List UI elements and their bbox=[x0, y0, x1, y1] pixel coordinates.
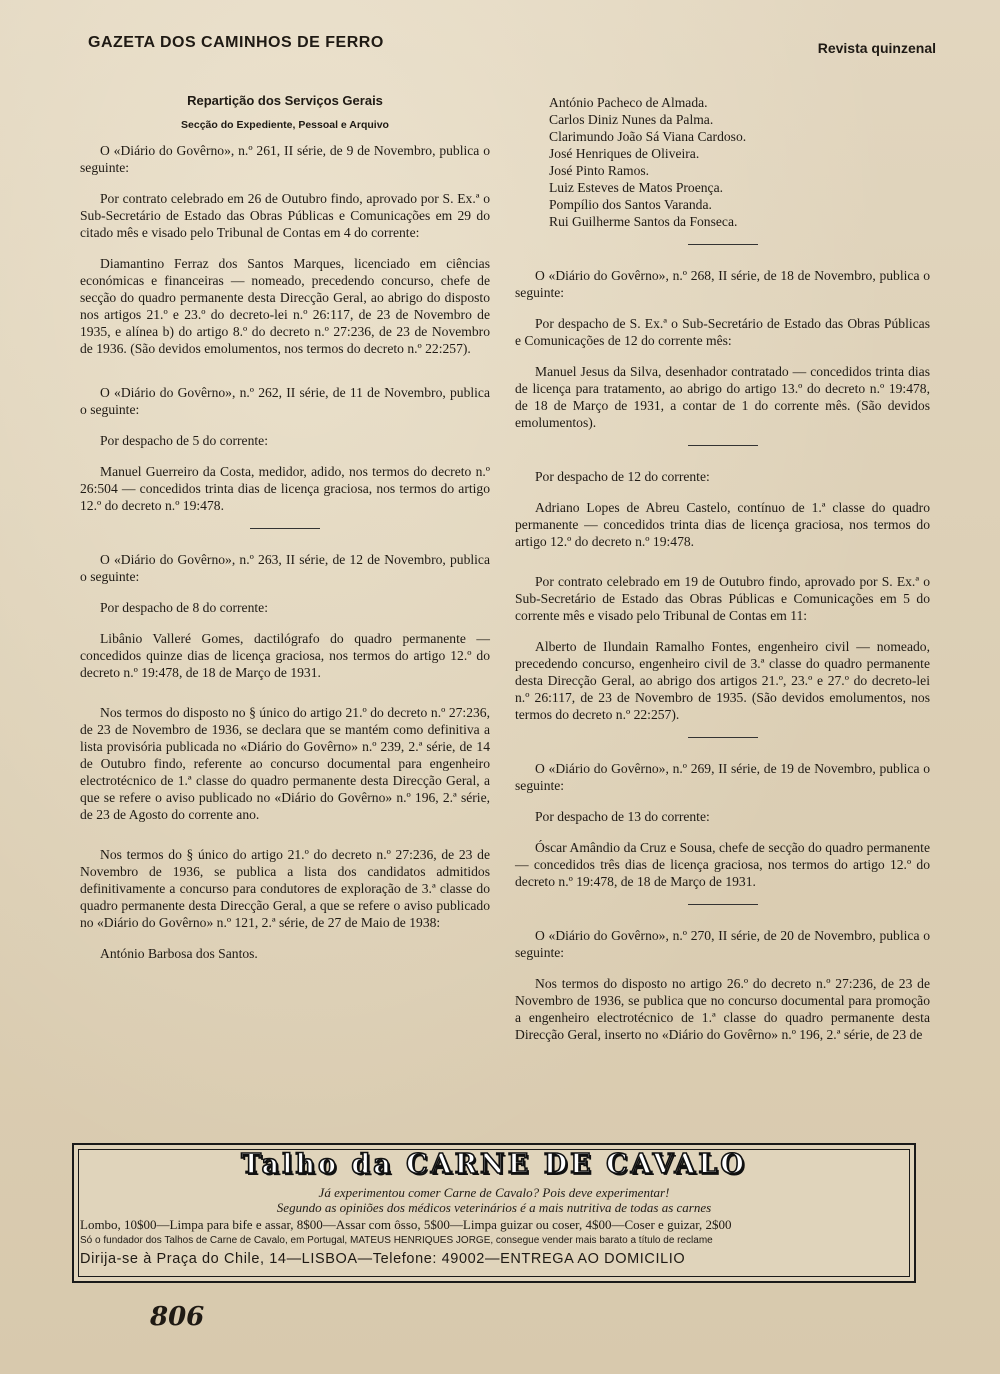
divider bbox=[688, 244, 758, 245]
section-subtitle: Secção do Expediente, Pessoal e Arquivo bbox=[181, 119, 389, 131]
candidate-list bbox=[515, 94, 930, 230]
list-item: José Pinto Ramos. bbox=[549, 163, 650, 178]
list-item: Luiz Esteves de Matos Proença. bbox=[549, 180, 724, 195]
paragraph: Por despacho de 8 do corrente: bbox=[100, 600, 268, 615]
paragraph: O «Diário do Govêrno», n.º 269, II série, de 19 de Novembro, publica o seguinte: bbox=[515, 761, 930, 793]
paragraph: Por despacho de 12 do corrente: bbox=[535, 469, 710, 484]
advertisement-title: Talho da CARNE DE CAVALO bbox=[241, 1149, 747, 1180]
paragraph: Adriano Lopes de Abreu Castelo, contínuo de 1.ª classe do quadro permanente — concedidos trinta dias de licença graciosa, nos termos do artigo 12.º do decreto n.º 19:478. bbox=[515, 500, 930, 549]
paragraph: Óscar Amândio da Cruz e Sousa, chefe de secção do quadro permanente — concedidos três dias de licença graciosa, nos termos do artigo 12.º do decreto n.º 19:478, de 18 de Março de 1931. bbox=[515, 840, 930, 889]
list-item: Rui Guilherme Santos da Fonseca. bbox=[549, 214, 738, 229]
paragraph: Por despacho de S. Ex.ª o Sub-Secretário de Estado das Obras Públicas e Comunicações de 12 do corrente mês: bbox=[515, 316, 930, 348]
paragraph: O «Diário do Govêrno», n.º 270, II série, de 20 de Novembro, publica o seguinte: bbox=[515, 928, 930, 960]
paragraph: Nos termos do disposto no artigo 26.º do decreto n.º 27:236, de 23 de Novembro de 1936, se publica que no concurso documental para promoção a engenheiro electrotécnico de 1.ª classe do quadro permanente desta Direcção Geral, inserto no «Diário do Govêrno» n.º 196, 2.ª série, de 23 de bbox=[515, 976, 930, 1042]
publication-title: GAZETA DOS CAMINHOS DE FERRO bbox=[88, 34, 384, 51]
paragraph: Libânio Valleré Gomes, dactilógrafo do quadro permanente — concedidos quinze dias de licença graciosa, nos termos do artigo 12.º do decreto n.º 19:478, de 18 de Março de 1931. bbox=[80, 631, 490, 680]
paragraph: Manuel Jesus da Silva, desenhador contratado — concedidos trinta dias de licença para tratamento, ao abrigo do artigo 13.º do decreto n.º 19:478, de 18 de Março de 1931, a contar de 1 do corrente mês. (São devidos emolumentos). bbox=[515, 364, 930, 430]
list-item: Carlos Diniz Nunes da Palma. bbox=[549, 112, 714, 127]
paragraph: Por contrato celebrado em 26 de Outubro findo, aprovado por S. Ex.ª o Sub-Secretário de Estado das Obras Públicas e Comunicações em 29 do citado mês e visado pelo Tribunal de Contas em 4 do corrente: bbox=[80, 191, 490, 240]
paragraph: Por despacho de 13 do corrente: bbox=[535, 809, 710, 824]
periodicity-label: Revista quinzenal bbox=[817, 40, 936, 56]
advertisement-prices: Lombo, 10$00—Limpa para bife e assar, 8$00—Assar com ôsso, 5$00—Limpa guizar ou coser, 4$00—Coser e guizar, 2$00 bbox=[80, 1217, 732, 1232]
paragraph: O «Diário do Govêrno», n.º 268, II série, de 18 de Novembro, publica o seguinte: bbox=[515, 268, 930, 300]
paragraph: O «Diário do Govêrno», n.º 261, II série, de 9 de Novembro, publica o seguinte: bbox=[80, 143, 490, 175]
divider bbox=[688, 737, 758, 738]
paragraph: O «Diário do Govêrno», n.º 262, II série, de 11 de Novembro, publica o seguinte: bbox=[80, 385, 490, 417]
divider bbox=[688, 904, 758, 905]
page-number: 806 bbox=[150, 1302, 205, 1332]
paragraph: O «Diário do Govêrno», n.º 263, II série, de 12 de Novembro, publica o seguinte: bbox=[80, 552, 490, 584]
list-item: José Henriques de Oliveira. bbox=[549, 146, 700, 161]
paragraph: Alberto de Ilundain Ramalho Fontes, engenheiro civil — nomeado, precedendo concurso, engenheiro civil de 3.ª classe do quadro permanente desta Direcção Geral, ao abrigo dos artigos 21.º, 23.º e 27.º do decreto-lei n.º 26:117, de 23 de Novembro de 1935. (São devidos emolumentos, nos termos do decreto n.º 22:257). bbox=[515, 639, 930, 722]
advertisement-box bbox=[72, 1143, 916, 1283]
paragraph: Nos termos do disposto no § único do artigo 21.º do decreto n.º 27:236, de 23 de Novembro de 1936, se declara que se mantém como definitiva a lista provisória publicada no «Diário do Govêrno» n.º 239, 2.ª série, de 14 de Outubro findo, referente ao concurso documental para engenheiro electrotécnico de 1.ª classe do quadro permanente desta Direcção Geral, a que se refere o aviso publicado no «Diário do Govêrno» n.º 196, 2.ª série, de 23 de Agosto do corrente ano. bbox=[80, 705, 490, 822]
paragraph: Manuel Guerreiro da Costa, medidor, adido, nos termos do decreto n.º 26:504 — concedidos trinta dias de licença graciosa, nos termos do artigo 12.º do decreto n.º 19:478. bbox=[80, 464, 490, 513]
advertisement-tagline: Já experimentou comer Carne de Cavalo? Pois deve experimentar! bbox=[318, 1185, 670, 1200]
paragraph: Por contrato celebrado em 19 de Outubro findo, aprovado por S. Ex.ª o Sub-Secretário de Estado das Obras Públicas e Comunicações em 5 do corrente mês e visado pelo Tribunal de Contas em 11: bbox=[515, 574, 930, 623]
left-column bbox=[80, 88, 490, 976]
paragraph: António Barbosa dos Santos. bbox=[100, 946, 258, 961]
list-item: Pompílio dos Santos Varanda. bbox=[549, 197, 712, 212]
advertisement-founder: Só o fundador dos Talhos de Carne de Cavalo, em Portugal, MATEUS HENRIQUES JORGE, consegue vender mais barato a título de reclame bbox=[80, 1235, 713, 1246]
divider bbox=[688, 445, 758, 446]
section-title: Repartição dos Serviços Gerais bbox=[187, 93, 383, 108]
advertisement-address: Dirija-se à Praça do Chile, 14—LISBOA—Telefone: 49002—ENTREGA AO DOMICILIO bbox=[80, 1251, 686, 1267]
paragraph: Por despacho de 5 do corrente: bbox=[100, 433, 268, 448]
paragraph: Nos termos do § único do artigo 21.º do decreto n.º 27:236, de 23 de Novembro de 1936, se publica a lista dos candidatos admitidos definitivamente a concurso para condutores de exploração de 3.ª classe do quadro permanente desta Direcção Geral, a que se refere o aviso publicado no «Diário do Govêrno» n.º 121, 2.ª série, de 27 de Maio de 1938: bbox=[80, 847, 490, 930]
divider bbox=[250, 528, 320, 529]
paragraph: Diamantino Ferraz dos Santos Marques, licenciado em ciências económicas e financeiras — nomeado, precedendo concurso, chefe de secção do quadro permanente desta Direcção Geral, ao abrigo do disposto nos artigos 21.º e 23.º do decreto-lei n.º 26:117, de 23 de Novembro de 1935, e alínea b) do artigo 8.º do decreto n.º 27:236, de 23 de Novembro de 1936. (São devidos emolumentos, nos termos do decreto n.º 22:257). bbox=[80, 256, 490, 356]
advertisement-subtagline: Segundo as opiniões dos médicos veterinários é a mais nutritiva de todas as carnes bbox=[276, 1200, 712, 1215]
right-column bbox=[515, 94, 930, 1057]
list-item: António Pacheco de Almada. bbox=[549, 95, 708, 110]
list-item: Clarimundo João Sá Viana Cardoso. bbox=[549, 129, 747, 144]
